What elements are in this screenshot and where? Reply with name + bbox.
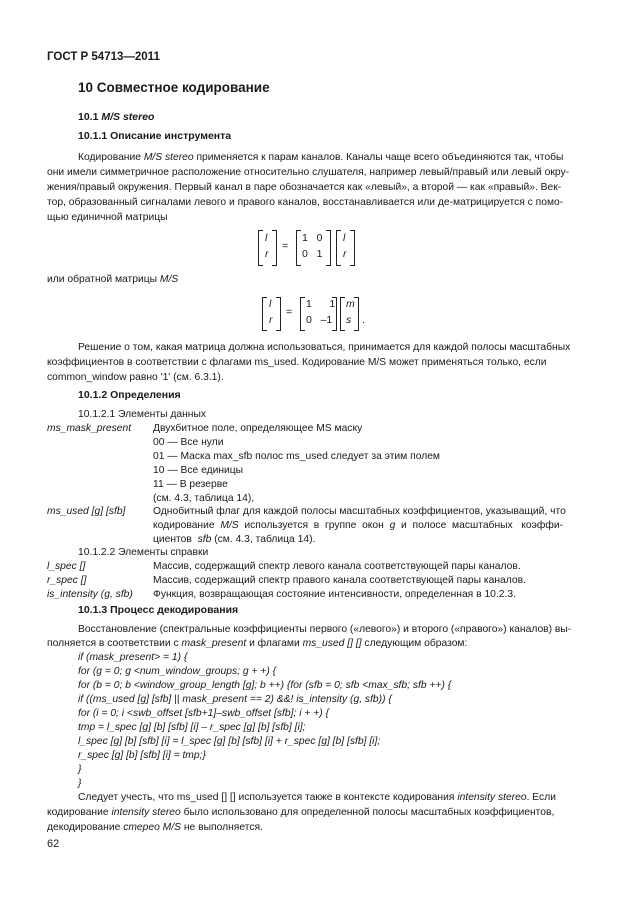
ms-matrix-equation: l r = 1 1 0 –1 m s . [262, 297, 372, 333]
document-header: ГОСТ Р 54713—2011 [47, 51, 160, 63]
inverse-matrix-intro: или обратной матрицы M/S [47, 274, 179, 285]
subsection-10-1: 10.1 M/S stereo [78, 111, 155, 123]
page-number: 62 [47, 838, 60, 850]
subsection-10-1-3: 10.1.3 Процесс декодирования [78, 604, 239, 616]
identity-matrix-equation: l r = 1 0 0 1 l r [258, 230, 368, 268]
subsection-10-1-1: 10.1.1 Описание инструмента [78, 130, 232, 142]
subsection-10-1-2: 10.1.2 Определения [78, 389, 181, 401]
section-title: 10 Совместное кодирование [78, 80, 270, 95]
subsection-10-1-2-2: 10.1.2.2 Элементы справки [78, 547, 209, 558]
subsection-10-1-2-1: 10.1.2.1 Элементы данных [78, 409, 206, 420]
